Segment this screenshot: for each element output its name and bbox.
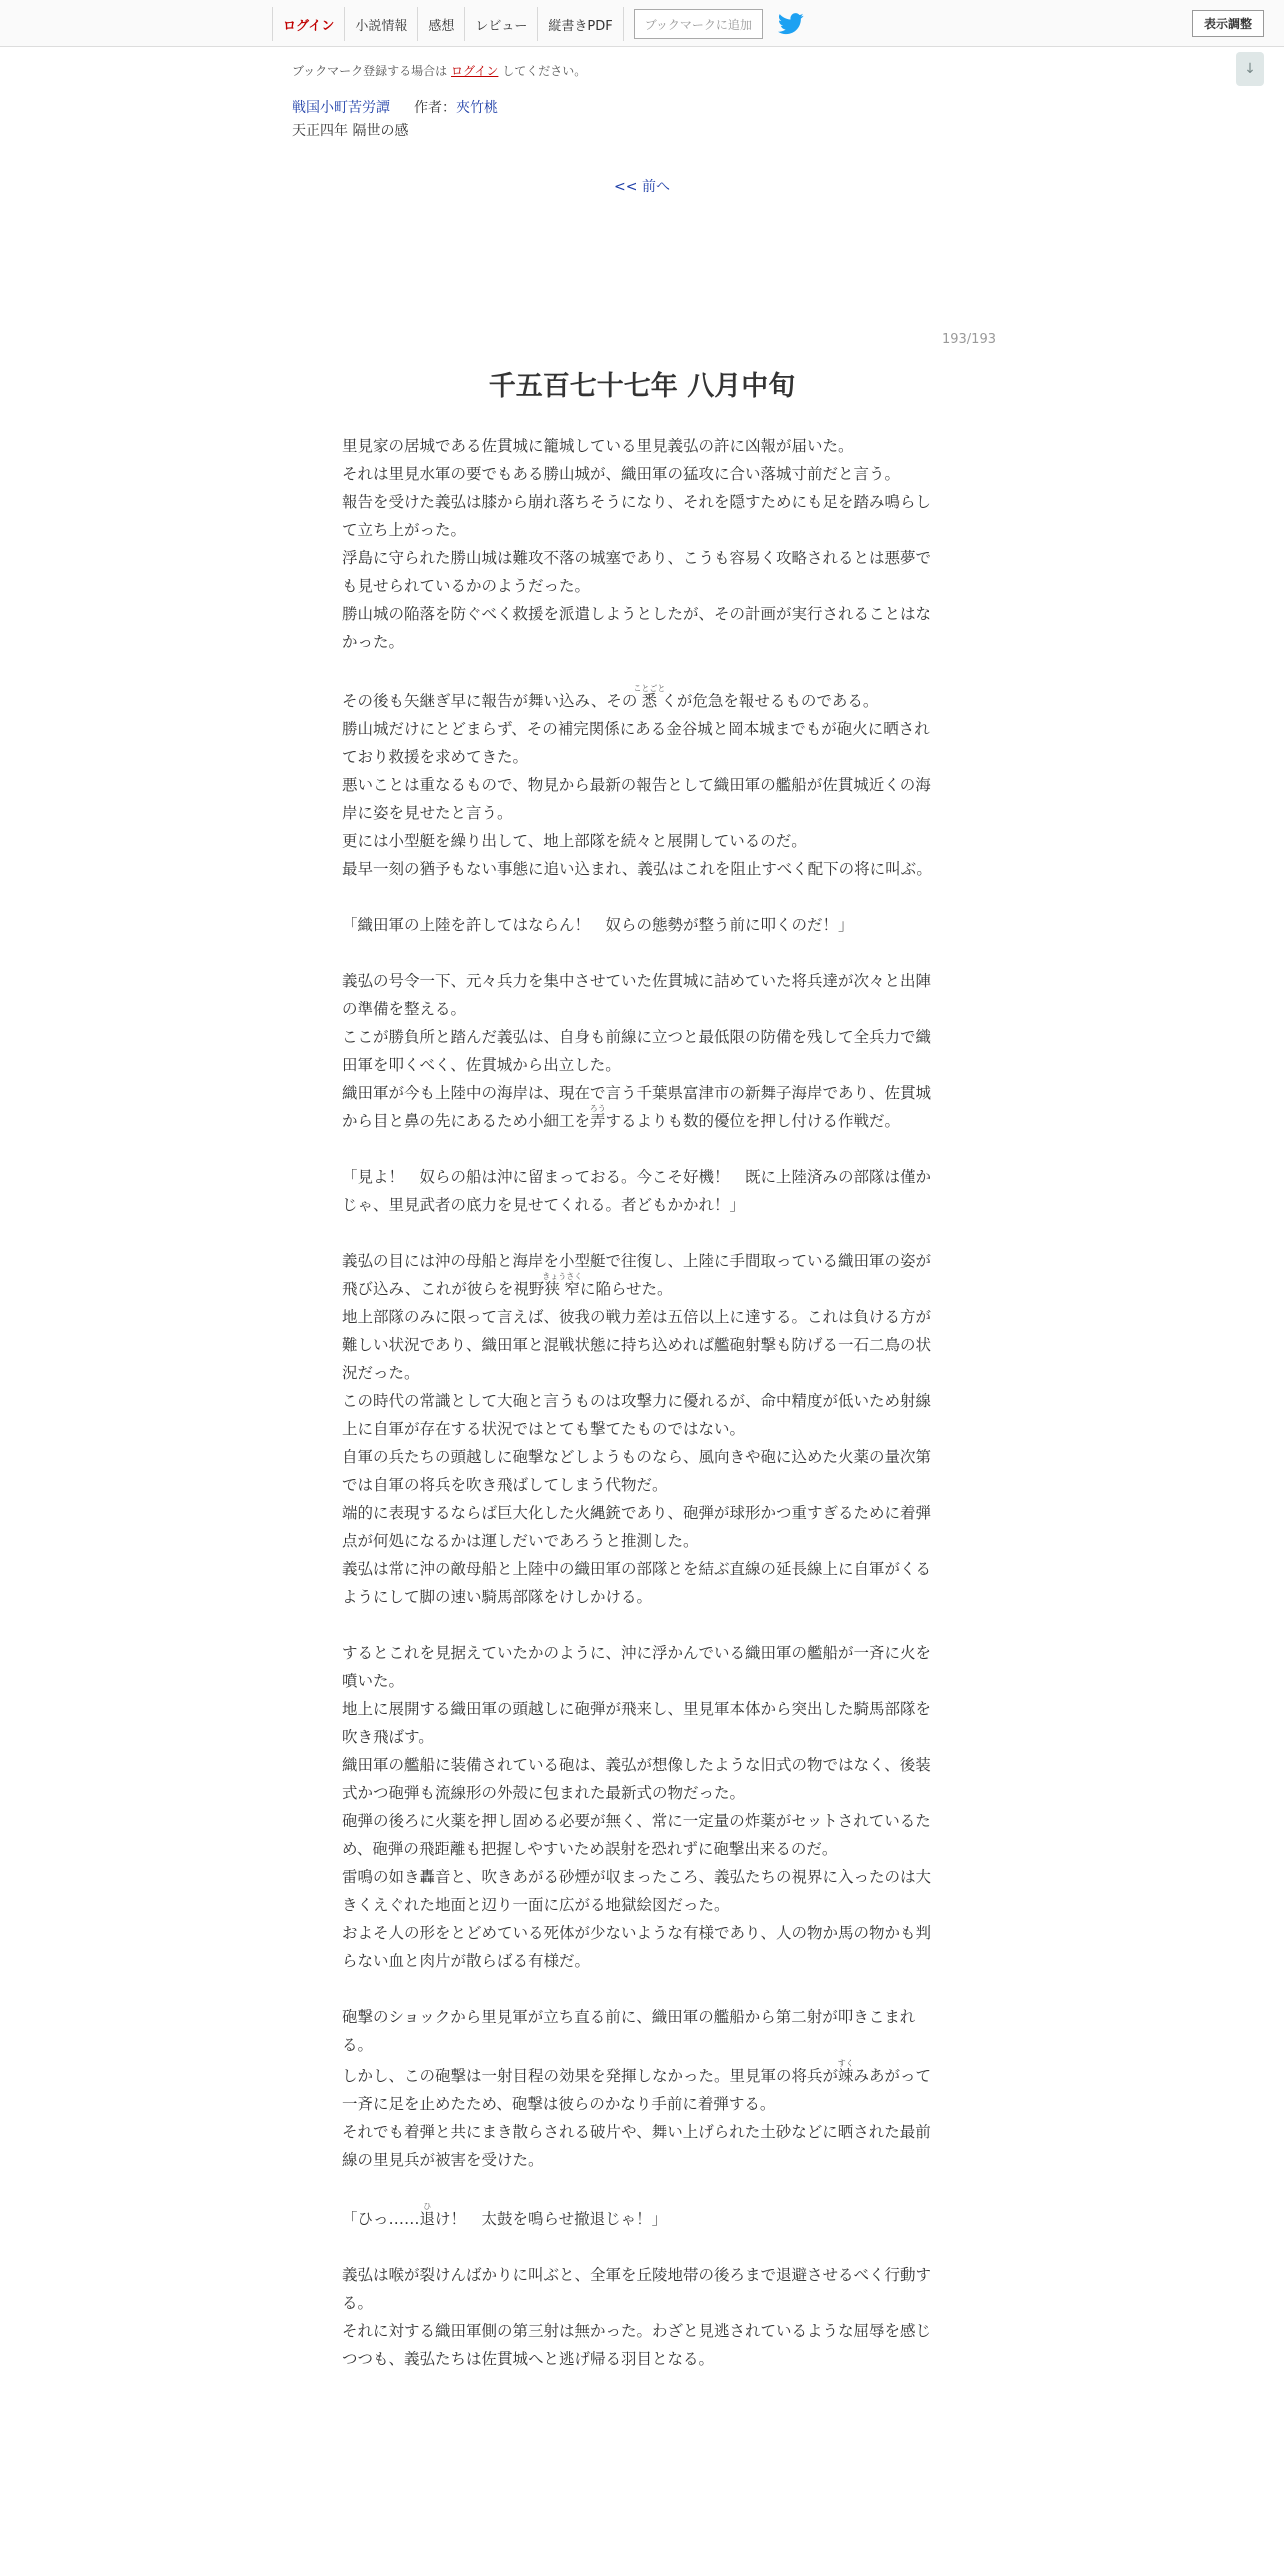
body-paragraph: 最早一刻の猶予もない事態に追い込まれ、義弘はこれを阻止すべく配下の将に叫ぶ。: [342, 860, 932, 878]
blank-line: [342, 656, 938, 684]
nav-novel-info[interactable]: 小説情報: [344, 7, 417, 41]
scroll-down-button[interactable]: ↓: [1236, 52, 1264, 86]
display-settings-button[interactable]: 表示調整: [1192, 10, 1264, 37]
body-paragraph: 悪いことは重なるもので、物見から最新の報告として織田軍の艦船が佐貫城近くの海岸に姿を見せたと言う。: [342, 776, 931, 822]
blank-line: [342, 883, 938, 911]
body-paragraph: 勝山城の陥落を防ぐべく救援を派遣しようとしたが、その計画が実行されることはなかった。: [342, 605, 932, 651]
body-paragraph: 浮島に守られた勝山城は難攻不落の城塞であり、こうも容易く攻略されるとは悪夢でも見せられているかのようだった。: [342, 549, 932, 595]
ruby-annotation: [589, 1104, 606, 1130]
series-author-line: [292, 97, 498, 117]
body-paragraph: それに対する織田軍側の第三射は無かった。わざと見逃されているような屈辱を感じつつも、義弘たちは佐貫城へと逃げ帰る羽目となる。: [342, 2322, 932, 2368]
blank-line: [342, 1611, 938, 1639]
notice-suffix: してください。: [502, 64, 587, 78]
body-paragraph: 雷鳴の如き轟音と、吹きあがる砂煙が収まったころ、義弘たちの視界に入ったのは大きくえぐれた地面と辺り一面に広がる地獄絵図だった。: [342, 1868, 932, 1914]
series-title-link[interactable]: 戦国小町苦労譚: [292, 100, 390, 116]
body-paragraph: 自軍の兵たちの頭越しに砲撃などしようものなら、風向きや砲に込めた火薬の量次第では自軍の将兵を吹き飛ばしてしまう代物だ。: [342, 1448, 932, 1494]
notice-prefix: ブックマーク登録する場合は: [292, 64, 448, 78]
body-paragraph: この時代の常識として大砲と言うものは攻撃力に優れるが、命中精度が低いため射線上に自軍が存在する状況ではとても撃てたものではない。: [342, 1392, 932, 1438]
ruby-reading: ろう: [589, 1104, 606, 1113]
ruby-reading: すく: [837, 2059, 854, 2068]
body-paragraph: 「織田軍の上陸を許してはならん！ 奴らの態勢が整う前に叩くのだ！」: [342, 916, 854, 934]
nav-menu: [272, 7, 805, 41]
ruby-base: 弄: [589, 1112, 606, 1130]
text-run: くが危急を報せるものである。: [661, 692, 879, 710]
blank-line: [342, 2233, 938, 2261]
nav-login[interactable]: ログイン: [272, 7, 344, 41]
text-run: するよりも数的優位を押し付ける作戦だ。: [605, 1112, 901, 1130]
body-paragraph: [342, 1247, 938, 1303]
text-run: しかし、この砲撃は一射目程の効果を発揮しなかった。里見軍の将兵が: [342, 2067, 839, 2085]
body-paragraph: 砲撃のショックから里見軍が立ち直る前に、織田軍の艦船から第二射が叩きこまれる。: [342, 2008, 916, 2054]
novel-body: [342, 432, 938, 2373]
ruby-base: 竦: [837, 2067, 854, 2085]
body-paragraph: ここが勝負所と踏んだ義弘は、自身も前線に立つと最低限の防備を残して全兵力で織田軍を叩くべく、佐貫城から出立した。: [342, 1028, 932, 1074]
ruby-annotation: [633, 684, 666, 710]
body-paragraph: 里見家の居城である佐貫城に籠城している里見義弘の許に凶報が届いた。: [342, 437, 854, 455]
body-paragraph: [342, 2202, 938, 2233]
text-run: に陥らせた。: [579, 1280, 673, 1298]
text-run: け！ 太鼓を鳴らせ撤退じゃ！」: [435, 2210, 668, 2228]
nav-reviews[interactable]: レビュー: [464, 7, 537, 41]
body-paragraph: 織田軍の艦船に装備されている砲は、義弘が想像したような旧式の物ではなく、後装式かつ砲弾も流線形の外殻に包まれた最新式の物だった。: [342, 1756, 931, 1802]
author-info: [414, 97, 498, 117]
add-bookmark-button[interactable]: ブックマークに追加: [634, 9, 763, 39]
ruby-annotation: [419, 2202, 436, 2228]
ruby-base: 狭窄: [542, 1280, 583, 1298]
body-paragraph: 地上に展開する織田軍の頭越しに砲弾が飛来し、里見軍本体から突出した騎馬部隊を吹き飛ばす。: [342, 1700, 932, 1746]
body-paragraph: 端的に表現するならば巨大化した火縄銃であり、砲弾が球形かつ重すぎるために着弾点が何処になるかは運しだいであろうと推測した。: [342, 1504, 932, 1550]
body-paragraph: 「見よ！ 奴らの船は沖に留まっておる。今こそ好機！ 既に上陸済みの部隊は僅かじゃ、里見武者の底力を見せてくれる。者どもかかれ！」: [342, 1168, 932, 1214]
body-paragraph: 勝山城だけにとどまらず、その補完関係にある金谷城と岡本城までもが砲火に晒されており救援を求めてきた。: [342, 720, 930, 766]
body-paragraph: 報告を受けた義弘は膝から崩れ落ちそうになり、それを隠すためにも足を踏み鳴らして立ち上がった。: [342, 493, 932, 539]
text-run: みあがって一斉に足を止めたため、砲撃は彼らのかなり手前に着弾する。: [342, 2067, 932, 2113]
chapter-title: 千五百七十七年 八月中旬: [488, 371, 796, 402]
blank-line: [342, 1135, 938, 1163]
twitter-bird-icon: [778, 13, 804, 35]
body-paragraph: [342, 684, 938, 715]
body-paragraph: それでも着弾と共にまき散らされる破片や、舞い上げられた土砂などに晒された最前線の里見兵が被害を受けた。: [342, 2123, 931, 2169]
text-run: その後も矢継ぎ早に報告が舞い込み、その: [342, 692, 638, 710]
ruby-reading: ひ: [419, 2202, 436, 2211]
prev-page-link[interactable]: << 前へ: [614, 179, 670, 195]
top-nav-bar: [0, 0, 1284, 47]
body-paragraph: するとこれを見据えていたかのように、沖に浮かんでいる織田軍の艦船が一斉に火を噴いた。: [342, 1644, 932, 1690]
ruby-reading: きょうさく: [542, 1272, 583, 1281]
text-run: 織田軍が今も上陸中の海岸は、現在で言う千葉県富津市の新舞子海岸であり、佐貫城から目と鼻の先にあるため小細工を: [342, 1084, 932, 1130]
body-paragraph: [342, 2059, 938, 2118]
body-paragraph: 地上部隊のみに限って言えば、彼我の戦力差は五倍以上に達する。これは負ける方が難しい状況であり、織田軍と混戦状態に持ち込めれば艦砲射撃も防げる一石二鳥の状況だった。: [342, 1308, 932, 1382]
twitter-icon[interactable]: [777, 10, 805, 38]
bookmark-login-notice: [292, 62, 586, 79]
blank-line: [342, 939, 938, 967]
blank-line: [342, 1975, 938, 2003]
nav-vertical-pdf[interactable]: 縦書きPDF: [537, 7, 623, 41]
blank-line: [342, 2174, 938, 2202]
body-paragraph: 更には小型艇を繰り出して、地上部隊を続々と展開しているのだ。: [342, 832, 807, 850]
body-paragraph: それは里見水軍の要でもある勝山城が、織田軍の猛攻に合い落城寸前だと言う。: [342, 465, 901, 483]
text-run: 義弘の目には沖の母船と海岸を小型艇で往復し、上陸に手間取っている織田軍の姿が飛び込み、これが彼らを視野: [342, 1252, 932, 1298]
notice-login-link[interactable]: ログイン: [451, 64, 499, 78]
nav-impressions[interactable]: 感想: [417, 7, 464, 41]
chapter-group-title: 天正四年 隔世の感: [292, 123, 409, 139]
body-paragraph: 砲弾の後ろに火薬を押し固める必要が無く、常に一定量の炸薬がセットされているため、砲弾の飛距離も把握しやすいため誤射を恐れずに砲撃出来るのだ。: [342, 1812, 931, 1858]
author-label: 作者：: [414, 100, 456, 116]
author-link[interactable]: 夾竹桃: [456, 100, 498, 116]
ruby-annotation: [542, 1272, 583, 1298]
body-paragraph: およそ人の形をとどめている死体が少ないような有様であり、人の物か馬の物かも判らない血と肉片が散らばる有様だ。: [342, 1924, 932, 1970]
ruby-base: 悉: [633, 692, 666, 710]
blank-line: [342, 1219, 938, 1247]
ruby-reading: ことごと: [633, 684, 666, 693]
body-paragraph: 義弘は喉が裂けんばかりに叫ぶと、全軍を丘陵地帯の後ろまで退避させるべく行動する。: [342, 2266, 932, 2312]
body-paragraph: 義弘の号令一下、元々兵力を集中させていた佐貫城に詰めていた将兵達が次々と出陣の準備を整える。: [342, 972, 932, 1018]
ruby-annotation: [837, 2059, 854, 2085]
body-paragraph: [342, 1079, 938, 1135]
body-paragraph: 義弘は常に沖の敵母船と上陸中の織田軍の部隊とを結ぶ直線の延長線上に自軍がくるようにして脚の速い騎馬部隊をけしかける。: [342, 1560, 932, 1606]
text-run: 「ひっ……: [342, 2210, 420, 2228]
ruby-base: 退: [419, 2210, 436, 2228]
page-counter: 193/193: [941, 332, 996, 347]
